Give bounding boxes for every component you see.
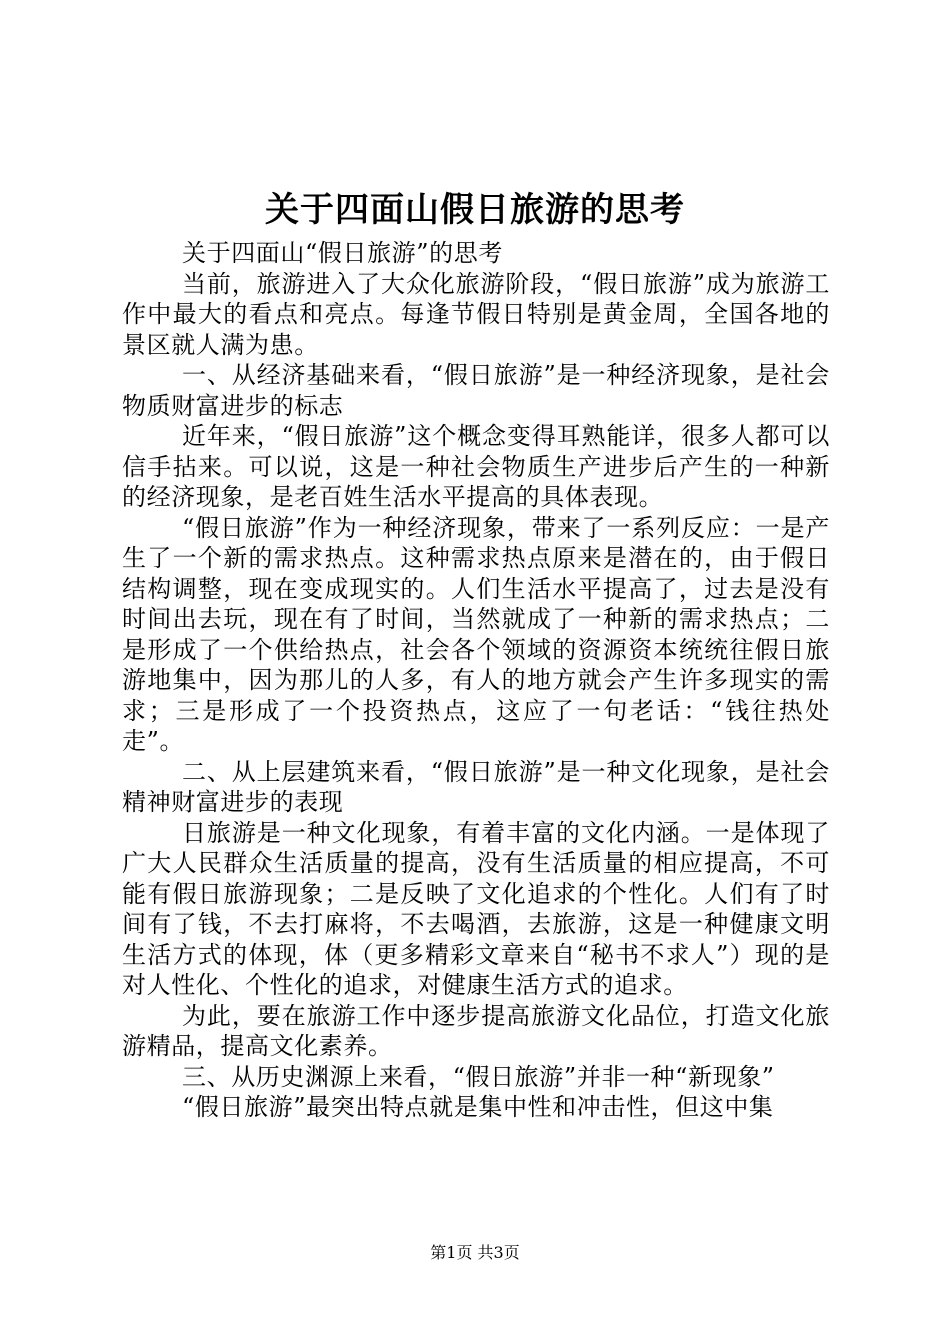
paragraph: 日旅游是一种文化现象，有着丰富的文化内涵。一是体现了广大人民群众生活质量的提高，没有生活质量的相应提高，不可能有假日旅游现象；二是反映了文化追求的个性化。人们有了时间有了钱，不去打麻将，不去喝酒，去旅游，这是一种健康文明生活方式的体现，体（更多精彩文章来自“秘书不求人”）现的是对人性化、个性化的追求，对健康生活方式的追求。 [122, 818, 830, 999]
page-footer: 第1页 共3页 [430, 1243, 520, 1262]
section-heading: 三、从历史渊源上来看，“假日旅游”并非一种“新现象” [182, 1062, 775, 1091]
section-heading: 二、从上层建筑来看，“假日旅游”是一种文化现象，是社会精神财富进步的表现 [122, 757, 830, 816]
paragraph: “假日旅游”最突出特点就是集中性和冲击性，但这中集 [182, 1093, 774, 1121]
section-heading: 一、从经济基础来看，“假日旅游”是一种经济现象，是社会物质财富进步的标志 [122, 361, 830, 420]
paragraph: 近年来，“假日旅游”这个概念变得耳熟能详，很多人都可以信手拈来。可以说，这是一种社会物质生产进步后产生的一种新的经济现象，是老百姓生活水平提高的具体表现。 [122, 422, 830, 511]
paragraph-subtitle: 关于四面山“假日旅游”的思考 [182, 239, 503, 267]
paragraph: 当前，旅游进入了大众化旅游阶段，“假日旅游”成为旅游工作中最大的看点和亮点。每逢节假日特别是黄金周，全国各地的景区就人满为患。 [122, 269, 830, 359]
document-body [122, 238, 830, 1123]
document-title: 关于四面山假日旅游的思考 [265, 190, 685, 230]
paragraph: 为此，要在旅游工作中逐步提高旅游文化品位，打造文化旅游精品，提高文化素养。 [122, 1001, 830, 1060]
paragraph: “假日旅游”作为一种经济现象，带来了一系列反应：一是产生了一个新的需求热点。这种需求热点原来是潜在的，由于假日结构调整，现在变成现实的。人们生活水平提高了，过去是没有时间出去玩，现在有了时间，当然就成了一种新的需求热点；二是形成了一个供给热点，社会各个领域的资源资本统统往假日旅游地集中，因为那儿的人多，有人的地方就会产生许多现实的需求；三是形成了一个投资热点，这应了一句老话：“钱往热处走”。 [122, 513, 830, 755]
